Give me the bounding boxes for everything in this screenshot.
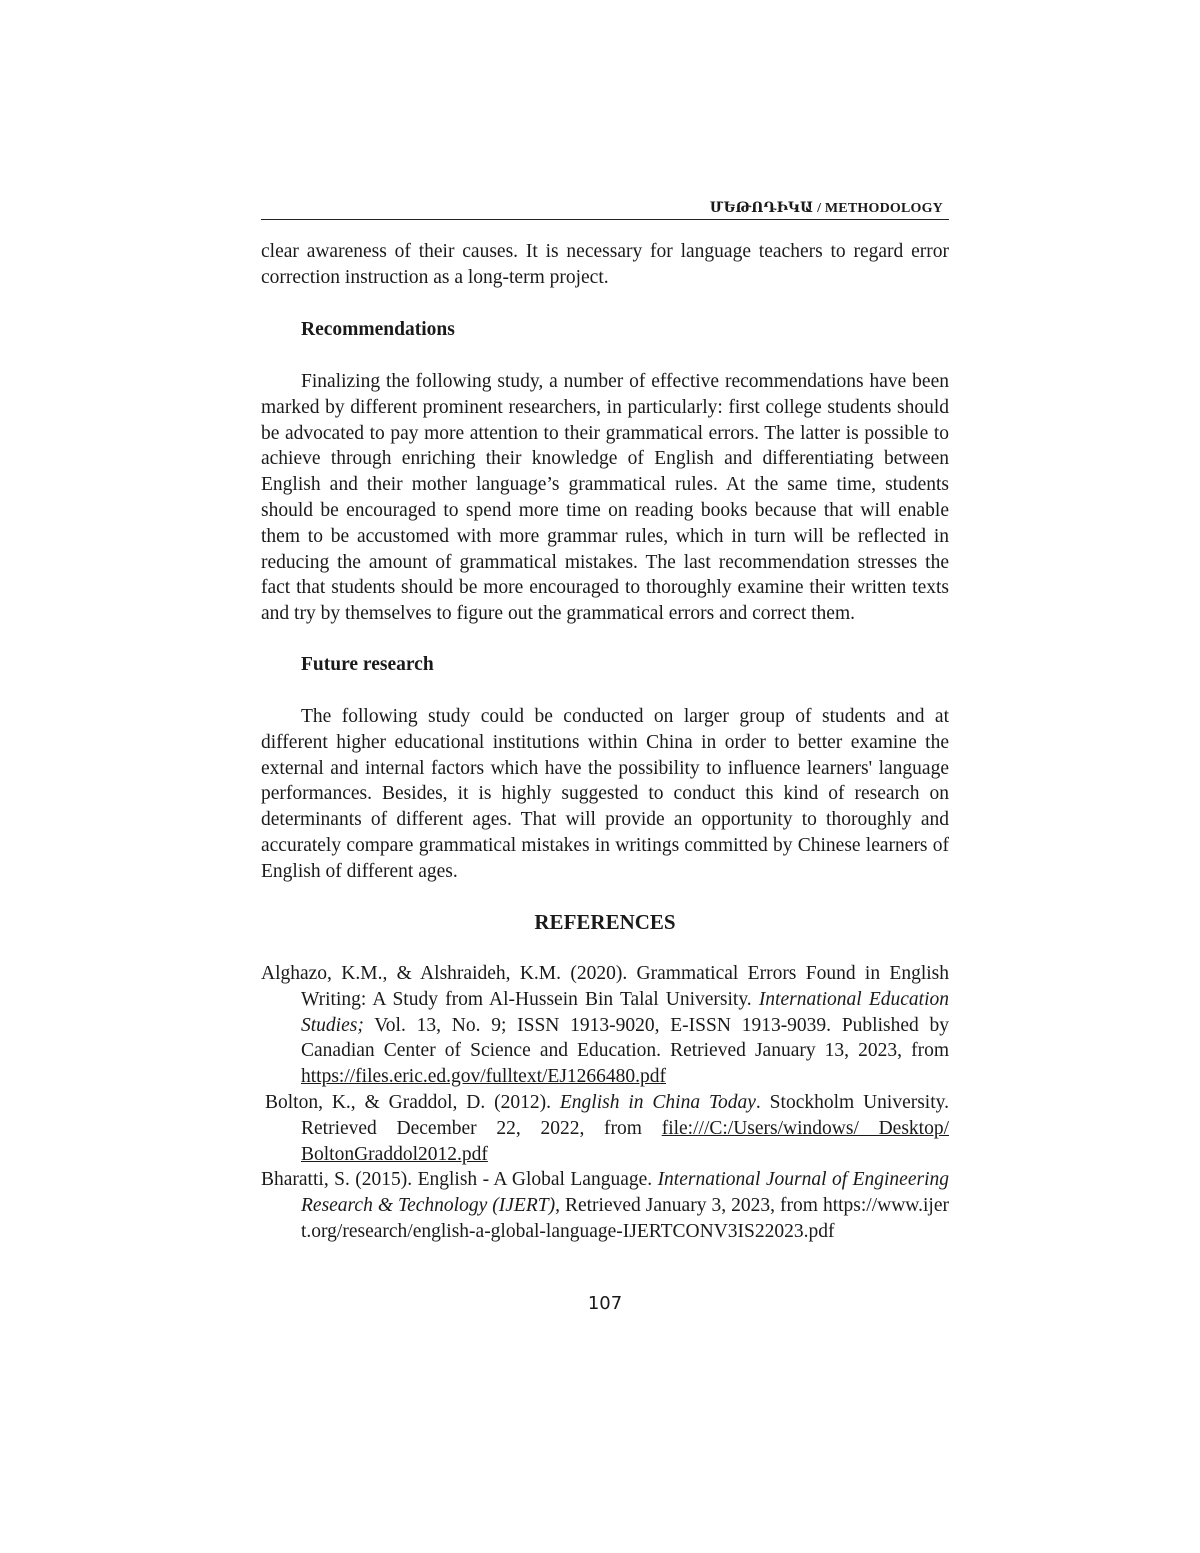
intro-text — [261, 239, 949, 291]
reference-url: https://www.ijert.org/research/english-a-global-language-IJERTCONV3IS22023.pdf — [301, 1195, 949, 1242]
recommendations-text — [261, 369, 949, 627]
page-number: 107 — [587, 1293, 623, 1314]
reference-title: English in China Today — [559, 1091, 756, 1113]
reference-text: Bolton, K., & Graddol, D. (2012). — [265, 1091, 560, 1113]
future-research-text — [261, 704, 949, 885]
reference-text: Alghazo, K.M., & Alshraideh, K.M. (2020). Grammatical Errors Found in English Writing: A Study from Al-Hussein Bin Talal University. — [261, 963, 949, 1010]
intro-paragraph: clear awareness of their causes. It is necessary for language teachers to regard error correction instruction as a long-term project. — [261, 241, 949, 288]
recommendations-paragraph: Finalizing the following study, a number of effective recommendations have been marked by different prominent researchers, in particularly: first college students should be advocated to pay more attention to their grammatical errors. The latter is possible to achieve through enriching their knowledge of English and differentiating between English and their mother language’s grammatical rules. At the same time, students should be encouraged to spend more time on reading books because that will enable them to be accustomed with more grammar rules, which in turn will be reflected in reducing the amount of grammatical mistakes. The last recommendation stresses the fact that students should be more encouraged to thoroughly examine their written texts and try by themselves to figure out the grammatical errors and correct them. — [261, 371, 949, 625]
references-list — [261, 961, 949, 1245]
reference-journal: International Journal of Engineering Research & Technology (IJERT), — [301, 1169, 949, 1217]
reference-text: Retrieved January 3, 2023, from — [559, 1195, 823, 1217]
reference-item — [261, 1167, 949, 1244]
recommendations-heading: Recommendations — [301, 319, 455, 340]
reference-link[interactable]: file:///C:/Users/windows/ Desktop/ BoltonGraddol2012.pdf — [301, 1117, 949, 1165]
references-heading: REFERENCES — [534, 910, 676, 934]
running-head — [261, 199, 949, 220]
reference-text: . Stockholm University. Retrieved December 22, 2022, from — [301, 1091, 950, 1139]
reference-text: Bharatti, S. (2015). English - A Global Language. — [261, 1169, 658, 1191]
reference-item — [261, 961, 949, 1090]
future-research-paragraph: The following study could be conducted on larger group of students and at different higher educational institutions within China in order to better examine the external and internal factors which have the possibility to influence learners' language performances. Besides, it is highly suggested to conduct this kind of research on determinants of different ages. That will provide an opportunity to thoroughly and accurately compare grammatical mistakes in writings committed by Chinese learners of English of different ages. — [261, 706, 949, 882]
reference-text: Vol. 13, No. 9; ISSN 1913-9020, E-ISSN 1913-9039. Published by Canadian Center of Science and Education. Retrieved January 13, 2023, from — [301, 1014, 949, 1062]
reference-item — [261, 1090, 949, 1167]
running-head-title: ՄԵԹՈԴԻԿԱ / METHODOLOGY — [709, 201, 943, 216]
reference-link[interactable]: https://files.eric.ed.gov/fulltext/EJ1266480.pdf — [301, 1066, 667, 1088]
future-research-heading: Future research — [301, 654, 434, 675]
reference-journal: International Education Studies; — [301, 988, 949, 1036]
